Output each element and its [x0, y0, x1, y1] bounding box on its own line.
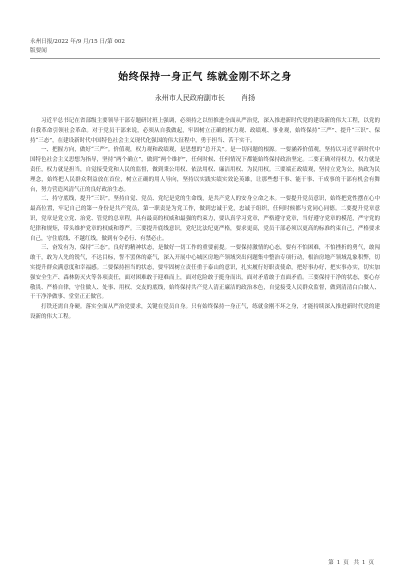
- page-label-suffix: 页: [343, 560, 349, 566]
- article-body: [30, 117, 380, 323]
- source-line: 永州日报/2022 年/9 月/15 日/第 002: [30, 39, 125, 45]
- paragraph: 二、持守底线，提升“三识”。坚持自觉、党员、党纪是党的生命线，是共产党人的安身立命之本。一要提升党员意识，始终把党性摆在心中最高位置，牢记自己的第一身份是共产党员，第一职责是为党工作，做到忠诚于党，忠诚于组织，任何时候都与党同心同德。二要提升党章意识，党章是党立党、治党、管党的总章程，具有最高的权威和最强的约束力，要认真学习党章，严格遵守党章，当好遵守党章的模范，严守党的纪律和规矩，带头维护党章的权威和尊严。三要提升底线意识，党纪比法纪更严格，要求更高，党员干部必须以更高的标准约束自己，严格要求自己，守住底线、不越红线，做到有令必行、有禁必止。: [30, 196, 380, 242]
- page-footer: [328, 559, 374, 567]
- total-label-suffix: 页: [368, 560, 374, 566]
- header-divider: [30, 58, 380, 59]
- page-number: 1: [336, 560, 341, 566]
- paragraph: 一、把握方向，做好“三严”。价值观，权力观和政绩观，是思想的“总开关”。是一切问题的根源。一要涵养价值观，坚持以习近平新时代中国特色社会主义思想为指导，坚持“两个确立”，做到“两个维护”，任何时候、任何情况下都能始终保持政治坚定。二要正确对待权力，权力就是责任，权力就是担当，自觉接受党和人民的监督，做到秉公用权、依法用权、廉洁用权、为民用权。三要端正政绩观，坚持立党为公，执政为民理念，始终把人民群众利益放在首位，树立正确的用人导向，坚持以实践实绩实效论英雄，让那些想干事、能干事、干成事的干部有机会有舞台，努力营造风清气正的良好政治生态。: [30, 147, 380, 193]
- section-label: 版要闻: [30, 48, 47, 54]
- page-label-prefix: 第: [328, 560, 334, 566]
- article-title: 始终保持一身正气 练就金刚不坏之身: [118, 72, 292, 83]
- byline-org: 永州市人民政府副市长: [154, 94, 225, 102]
- paragraph: 三、奋发有为，保持“三态”。良好的精神状态，是做好一切工作的重要前提。一要保持激情的心态，要有不怕困难，不怕挫折的勇气，敢闯敢干，敢为人先的锐气，不达目标，誓不罢休的豪气，深入开展中心城区房地产领域突出问题集中整治专项行动，根治房地产领域乱象积弊，切实提升群众满意度和幸福感。二要保持担当的状态，要牢固树立责任重于泰山的意识，扎实履行好职责使命，把好事办好，把实事办实，切实加强安全生产、森林防灭火等各项责任，面对困难敢于迎难而上，面对危险敢于挺身而出，面对矛盾敢于直面矛盾。三要保持干净的状态，要心存敬畏、严格自律，守住做人、处事、用权、交友的底线，始终保持共产党人清正廉洁的政治本色，自觉接受人民群众监督，做到清清白白做人、干干净净做事、堂堂正正做官。: [30, 245, 380, 301]
- total-label-prefix: 共: [353, 560, 359, 566]
- paragraph: 打铁还需自身硬。落实全面从严治党要求，关键在党员自身。只有始终保持一身正气，练就金刚不坏之身，才能持续深入推进新时代党的建设新的伟大工程。: [30, 304, 380, 320]
- paragraph: 习近平总书记在省部级主要领导干部专题研讨班上强调，必须持之以恒推进全面从严治党，深入推进新时代党的建设新的伟大工程，以党的自我革命引领社会革命。对于党员干部来说，必须从自我做起，牢固树立正确的权力观、政绩观、事业观，始终保持“三严”、提升“三识”、保持“三态”，在建设新时代中国特色社会主义现代化强国的伟大征程中，勇于担当、苦干实干。: [30, 118, 380, 144]
- byline-name: 肖扬: [241, 94, 256, 102]
- total-pages: 1: [361, 560, 366, 566]
- byline: [30, 93, 380, 103]
